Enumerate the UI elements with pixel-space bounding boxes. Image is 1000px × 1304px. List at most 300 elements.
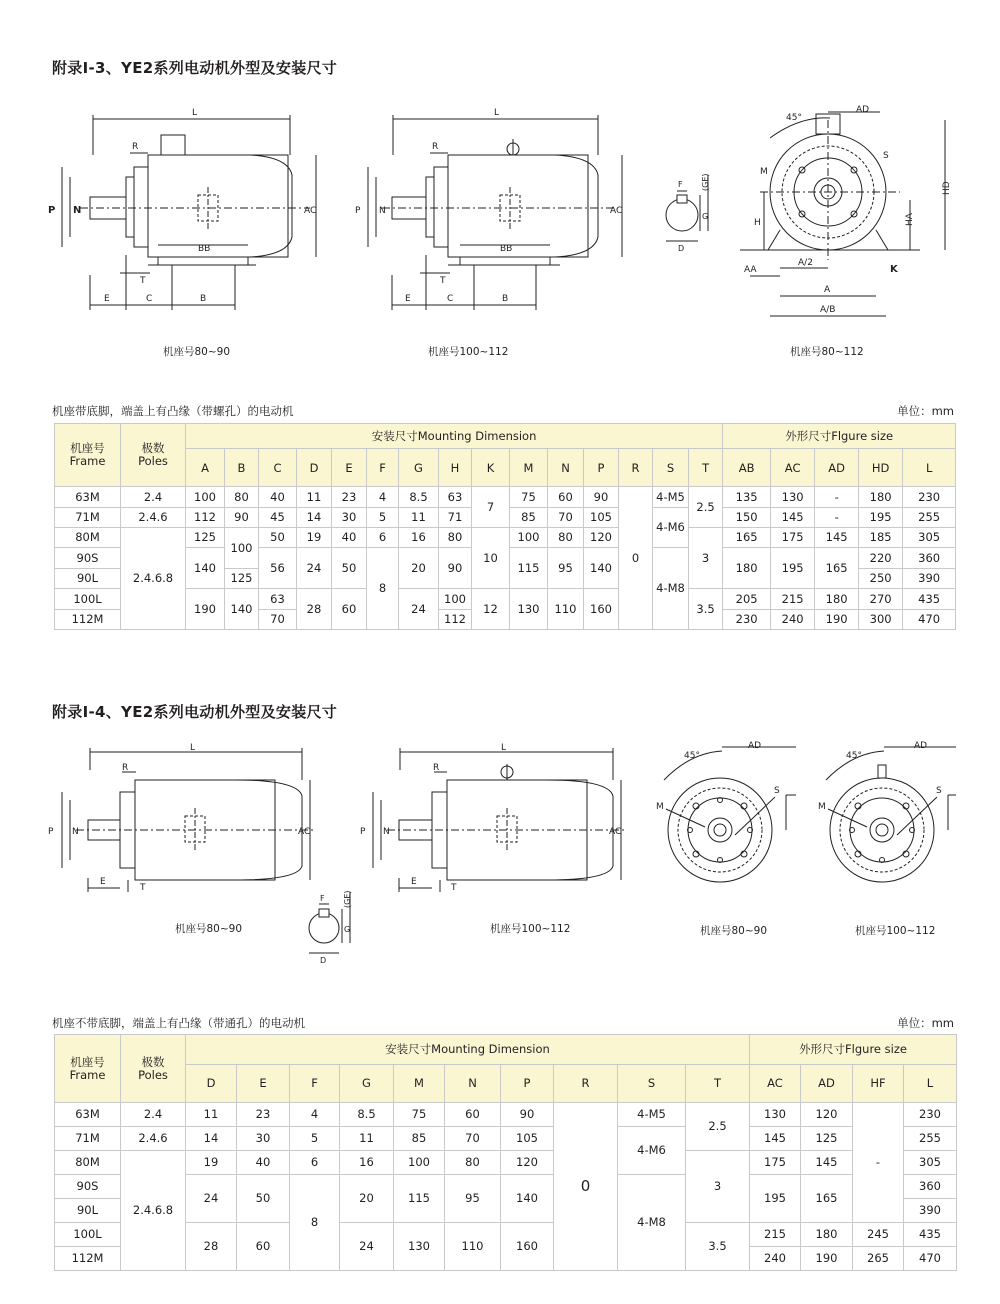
table-cell: 110	[445, 1223, 501, 1271]
dim-L-label: L	[494, 108, 500, 118]
table-cell: 105	[501, 1127, 554, 1151]
table-cell: 195	[859, 507, 903, 527]
table-cell: 100	[439, 589, 472, 609]
table-cell: 125	[801, 1127, 853, 1151]
col-header: K	[472, 449, 510, 487]
table-cell: 435	[904, 1223, 957, 1247]
table-cell: 115	[510, 548, 548, 589]
dim-D-label: D	[320, 956, 327, 965]
table-cell: 435	[903, 589, 956, 609]
table-cell: 165	[815, 548, 859, 589]
table-cell: 20	[399, 548, 439, 589]
dim-R-label: R	[433, 763, 440, 773]
col-header: F	[367, 449, 399, 487]
table-cell: 140	[225, 589, 259, 630]
table-cell: 3	[689, 527, 723, 588]
table-cell: 145	[815, 527, 859, 547]
col-header: B	[225, 449, 259, 487]
table-cell: 2.4	[121, 1103, 186, 1127]
col-header: M	[394, 1065, 445, 1103]
caption-drawing-9: 机座号100~112	[855, 925, 936, 937]
table-cell: 190	[801, 1247, 853, 1271]
header-poles: 极数 Poles	[121, 424, 186, 487]
table-cell: 80	[445, 1151, 501, 1175]
dim-N-label: N	[383, 827, 390, 837]
table-cell: 90	[584, 487, 619, 507]
table-cell: -	[853, 1103, 904, 1223]
table-cell: 80M	[55, 1151, 121, 1175]
col-header: T	[686, 1065, 750, 1103]
table-cell: 4	[290, 1103, 340, 1127]
dim-E-label: E	[405, 294, 411, 304]
table-cell: 80M	[55, 527, 121, 547]
table-cell: 10	[472, 527, 510, 588]
table-cell: 50	[332, 548, 367, 589]
table-cell: 100	[186, 487, 225, 507]
dim-AD-label: AD	[748, 741, 762, 751]
dim-HA-label: HA	[905, 213, 915, 226]
dim-A-label: A	[824, 285, 831, 295]
col-header: N	[548, 449, 584, 487]
dim-G-label: G	[702, 212, 709, 221]
table-cell: 60	[445, 1103, 501, 1127]
col-header: S	[618, 1065, 686, 1103]
col-header: E	[332, 449, 367, 487]
dim-AC-label: AC	[610, 206, 623, 216]
table-cell: 150	[723, 507, 771, 527]
table-cell: 140	[186, 548, 225, 589]
table-cell: 20	[340, 1175, 394, 1223]
table-cell: 100	[225, 527, 259, 568]
table-cell: 2.5	[689, 487, 723, 528]
table-cell: 40	[259, 487, 297, 507]
table1-note: 机座带底脚，端盖上有凸缘（带螺孔）的电动机	[52, 404, 294, 418]
side-view-drawing-flange-100-112	[355, 740, 635, 900]
table-cell: 24	[186, 1175, 237, 1223]
table-cell: 60	[548, 487, 584, 507]
table-cell: 360	[903, 548, 956, 568]
table-cell: 130	[750, 1103, 801, 1127]
table-cell: 120	[501, 1151, 554, 1175]
table-cell: 4-M5	[618, 1103, 686, 1127]
table-cell: 220	[859, 548, 903, 568]
table-cell: 24	[340, 1223, 394, 1271]
table-cell: 80	[548, 527, 584, 547]
dim-L-label: L	[501, 743, 507, 753]
table-cell: 2.4.6	[121, 507, 186, 527]
table-cell: 240	[771, 609, 815, 629]
col-header: AD	[801, 1065, 853, 1103]
table-cell: 80	[225, 487, 259, 507]
table-cell: 165	[723, 527, 771, 547]
table-cell: 180	[723, 548, 771, 589]
table-cell: 60	[332, 589, 367, 630]
table-cell: 250	[859, 568, 903, 588]
table-cell: 60	[237, 1223, 290, 1271]
col-header: HD	[859, 449, 903, 487]
table-cell: 30	[237, 1127, 290, 1151]
table-cell: 180	[859, 487, 903, 507]
table-cell: 230	[723, 609, 771, 629]
table-cell: 2.4.6	[121, 1127, 186, 1151]
table2-note: 机座不带底脚，端盖上有凸缘（带通孔）的电动机	[52, 1016, 305, 1030]
dim-K-label: K	[890, 264, 898, 275]
table-cell: 24	[399, 589, 439, 630]
dim-C-label: C	[146, 294, 153, 304]
table-cell: 185	[859, 527, 903, 547]
dimension-table-2	[54, 1034, 957, 1271]
col-header: T	[689, 449, 723, 487]
header-frame: 机座号 Frame	[55, 424, 121, 487]
table-cell: 190	[186, 589, 225, 630]
dim-AC-label: AC	[298, 827, 311, 837]
table-cell: 145	[750, 1127, 801, 1151]
dim-F-label: F	[320, 894, 325, 903]
dim-A2-label: A/2	[798, 258, 813, 268]
dim-GE-label: (GE)	[701, 173, 710, 191]
caption-drawing-8: 机座号80~90	[700, 925, 768, 937]
section1-heading: 附录I-3、YE2系列电动机外型及安装尺寸	[52, 59, 338, 77]
dim-M-label: M	[818, 802, 826, 812]
table-cell: 11	[399, 507, 439, 527]
col-header: E	[237, 1065, 290, 1103]
col-header: R	[554, 1065, 618, 1103]
table-cell: 0	[554, 1103, 618, 1271]
dim-M-label: M	[760, 167, 768, 177]
table-cell: 63	[259, 589, 297, 609]
col-header: G	[399, 449, 439, 487]
dim-BB-label: BB	[500, 244, 513, 254]
table-cell: 190	[815, 609, 859, 629]
table-cell: 95	[548, 548, 584, 589]
table-cell: 16	[399, 527, 439, 547]
dim-P-label: P	[360, 827, 366, 837]
table-cell: 140	[584, 548, 619, 589]
dim-AA-label: AA	[744, 265, 757, 275]
caption-drawing-2: 机座号100~112	[428, 346, 509, 358]
col-header: A	[186, 449, 225, 487]
dim-45-label: 45°	[846, 751, 862, 761]
table-cell: 125	[225, 568, 259, 588]
caption-drawing-5: 机座号80~90	[175, 923, 243, 935]
header-frame: 机座号 Frame	[55, 1035, 121, 1103]
col-header: AD	[815, 449, 859, 487]
table-cell: 6	[290, 1151, 340, 1175]
table-cell: 90L	[55, 568, 121, 588]
table-cell: 75	[394, 1103, 445, 1127]
dim-AC-label: AC	[609, 827, 622, 837]
table-cell: 130	[394, 1223, 445, 1271]
dim-T-label: T	[140, 883, 146, 893]
table-cell: 215	[771, 589, 815, 609]
table-cell: 3	[686, 1151, 750, 1223]
table-cell: 11	[186, 1103, 237, 1127]
table-cell: 360	[904, 1175, 957, 1199]
table-cell: 90L	[55, 1199, 121, 1223]
table-cell: 390	[903, 568, 956, 588]
table-cell: 160	[584, 589, 619, 630]
table-cell: 16	[340, 1151, 394, 1175]
table-cell: 11	[297, 487, 332, 507]
table-cell: 240	[750, 1247, 801, 1271]
table-cell: 112	[439, 609, 472, 629]
table-cell: 63M	[55, 487, 121, 507]
table-cell: 90S	[55, 548, 121, 568]
table-cell: 100	[510, 527, 548, 547]
table-cell: 8.5	[399, 487, 439, 507]
table-cell: 112M	[55, 1247, 121, 1271]
dim-T-label: T	[440, 276, 446, 286]
dim-L-label: L	[190, 743, 196, 753]
table-cell: 125	[186, 527, 225, 547]
table-cell: 112M	[55, 609, 121, 629]
table-cell: 230	[904, 1103, 957, 1127]
section2-heading: 附录I-4、YE2系列电动机外型及安装尺寸	[52, 703, 338, 721]
table-cell: 205	[723, 589, 771, 609]
table-cell: 8.5	[340, 1103, 394, 1127]
table-cell: 70	[548, 507, 584, 527]
col-header: AC	[771, 449, 815, 487]
table-cell: 4	[367, 487, 399, 507]
col-header: R	[619, 449, 653, 487]
dim-BB-label: BB	[198, 244, 211, 254]
dim-HD-label: HD	[942, 181, 952, 195]
table-cell: 3.5	[689, 589, 723, 630]
table-cell: 90S	[55, 1175, 121, 1199]
table-cell: 180	[801, 1223, 853, 1247]
table-cell: 100L	[55, 1223, 121, 1247]
table-cell: 90	[225, 507, 259, 527]
dim-B-label: B	[200, 294, 207, 304]
table-cell: 11	[340, 1127, 394, 1151]
dim-R-label: R	[132, 142, 139, 152]
header-poles: 极数 Poles	[121, 1035, 186, 1103]
table-cell: 470	[904, 1247, 957, 1271]
table-cell: 4-M6	[618, 1127, 686, 1175]
table-cell: 0	[619, 487, 653, 630]
table-cell: 130	[771, 487, 815, 507]
dim-T-label: T	[140, 276, 146, 286]
dim-E-label: E	[100, 877, 106, 887]
header-mounting-dimension: 安装尺寸Mounting Dimension	[186, 424, 723, 449]
dim-P-label: P	[355, 206, 361, 216]
col-header: D	[186, 1065, 237, 1103]
table-cell: 5	[290, 1127, 340, 1151]
table-cell: 3.5	[686, 1223, 750, 1271]
dim-N-label: N	[73, 205, 82, 216]
table-cell: 40	[332, 527, 367, 547]
dim-R-label: R	[122, 763, 129, 773]
table-cell: 135	[723, 487, 771, 507]
header-figure-size: 外形尺寸Flgure size	[750, 1035, 957, 1065]
dim-L-label: L	[192, 108, 198, 118]
dim-T-label: T	[451, 883, 457, 893]
col-header: D	[297, 449, 332, 487]
table-cell: 12	[472, 589, 510, 630]
table-cell: 71M	[55, 507, 121, 527]
table-cell: 120	[584, 527, 619, 547]
table-cell: 2.4.6.8	[121, 1151, 186, 1271]
table-cell: 75	[510, 487, 548, 507]
table-cell: 19	[186, 1151, 237, 1175]
table-cell: 8	[367, 548, 399, 630]
table-cell: 24	[297, 548, 332, 589]
table-cell: 255	[904, 1127, 957, 1151]
table-cell: 71	[439, 507, 472, 527]
dim-B-label: B	[502, 294, 509, 304]
table-cell: 305	[903, 527, 956, 547]
table-cell: 165	[801, 1175, 853, 1223]
header-mounting-dimension: 安装尺寸Mounting Dimension	[186, 1035, 750, 1065]
dim-G-label: G	[344, 925, 351, 934]
table-cell: 28	[297, 589, 332, 630]
table-cell: 4-M8	[618, 1175, 686, 1271]
table-cell: 2.5	[686, 1103, 750, 1151]
dim-45-label: 45°	[786, 113, 802, 123]
dim-AC-label: AC	[304, 206, 317, 216]
dim-N-label: N	[72, 827, 79, 837]
table-cell: 80	[439, 527, 472, 547]
col-header: L	[904, 1065, 957, 1103]
header-figure-size: 外形尺寸Flgure size	[723, 424, 956, 449]
dim-AD-label: AD	[914, 741, 928, 751]
table-cell: 85	[510, 507, 548, 527]
table-cell: 85	[394, 1127, 445, 1151]
table-cell: 300	[859, 609, 903, 629]
table-cell: 215	[750, 1223, 801, 1247]
table-cell: 470	[903, 609, 956, 629]
table-cell: 115	[394, 1175, 445, 1223]
side-view-drawing-foot-80-90	[40, 105, 340, 315]
table-cell: 120	[801, 1103, 853, 1127]
dim-E-label: E	[104, 294, 110, 304]
table-cell: 14	[297, 507, 332, 527]
table-cell: 14	[186, 1127, 237, 1151]
table-cell: 90	[501, 1103, 554, 1127]
table-cell: 40	[237, 1151, 290, 1175]
table-cell: 4-M6	[653, 507, 689, 548]
col-header: L	[903, 449, 956, 487]
table-cell: 110	[548, 589, 584, 630]
table-cell: 50	[259, 527, 297, 547]
table-cell: 19	[297, 527, 332, 547]
caption-drawing-6: 机座号100~112	[490, 923, 571, 935]
table-cell: 305	[904, 1151, 957, 1175]
table-cell: 23	[332, 487, 367, 507]
front-view-drawing-flange-80-90	[650, 735, 810, 905]
col-header: N	[445, 1065, 501, 1103]
table-cell: 4-M5	[653, 487, 689, 507]
col-header: P	[501, 1065, 554, 1103]
table-cell: 175	[771, 527, 815, 547]
front-view-drawing-flange-100-112	[810, 735, 970, 905]
table-cell: 390	[904, 1199, 957, 1223]
table-cell: 90	[439, 548, 472, 589]
dim-GE-label: (GE)	[343, 890, 352, 908]
table-cell: 160	[501, 1223, 554, 1271]
table2-unit: 单位：mm	[897, 1016, 954, 1030]
table-cell: 63M	[55, 1103, 121, 1127]
col-header: P	[584, 449, 619, 487]
table-cell: 140	[501, 1175, 554, 1223]
table-cell: 23	[237, 1103, 290, 1127]
dim-S-label: S	[936, 786, 942, 796]
table-cell: 2.4.6.8	[121, 527, 186, 629]
table-cell: 7	[472, 487, 510, 528]
dim-45-label: 45°	[684, 751, 700, 761]
table-cell: 2.4	[121, 487, 186, 507]
table-cell: 180	[815, 589, 859, 609]
table-cell: 28	[186, 1223, 237, 1271]
col-header: HF	[853, 1065, 904, 1103]
table-cell: 145	[801, 1151, 853, 1175]
table-cell: 195	[750, 1175, 801, 1223]
table-cell: 70	[445, 1127, 501, 1151]
dim-AD-label: AD	[856, 105, 870, 115]
table-cell: 230	[903, 487, 956, 507]
table-cell: 100L	[55, 589, 121, 609]
col-header: AB	[723, 449, 771, 487]
table-cell: 45	[259, 507, 297, 527]
col-header: H	[439, 449, 472, 487]
dim-E-label: E	[411, 877, 417, 887]
shaft-section-drawing	[660, 165, 720, 255]
dim-S-label: S	[883, 151, 889, 161]
dimension-table-1	[54, 423, 956, 630]
table-cell: 245	[853, 1223, 904, 1247]
front-view-drawing-foot	[740, 100, 960, 325]
table-cell: 63	[439, 487, 472, 507]
dim-N-label: N	[379, 206, 386, 216]
dim-H-label: H	[754, 218, 761, 228]
table-cell: 145	[771, 507, 815, 527]
dim-C-label: C	[447, 294, 454, 304]
table-cell: 265	[853, 1247, 904, 1271]
table-cell: 71M	[55, 1127, 121, 1151]
dim-AB-label: A/B	[820, 305, 836, 315]
side-view-drawing-foot-100-112	[350, 105, 650, 315]
table-cell: 4-M8	[653, 548, 689, 630]
dim-S-label: S	[774, 786, 780, 796]
table-cell: 100	[394, 1151, 445, 1175]
col-header: AC	[750, 1065, 801, 1103]
side-view-drawing-flange-80-90	[40, 740, 320, 900]
table-cell: 130	[510, 589, 548, 630]
table-cell: 195	[771, 548, 815, 589]
col-header: M	[510, 449, 548, 487]
table1-unit: 单位：mm	[897, 404, 954, 418]
table-cell: 175	[750, 1151, 801, 1175]
col-header: C	[259, 449, 297, 487]
shaft-section-drawing-2	[300, 888, 360, 968]
dim-R-label: R	[432, 142, 439, 152]
dim-M-label: M	[656, 802, 664, 812]
table-cell: -	[815, 487, 859, 507]
dim-D-label: D	[678, 244, 685, 253]
table-cell: 5	[367, 507, 399, 527]
table-cell: 70	[259, 609, 297, 629]
table-cell: 270	[859, 589, 903, 609]
table-cell: 8	[290, 1175, 340, 1271]
table-cell: 105	[584, 507, 619, 527]
col-header: F	[290, 1065, 340, 1103]
dim-P-label: P	[48, 827, 54, 837]
table-cell: 56	[259, 548, 297, 589]
table-cell: 50	[237, 1175, 290, 1223]
caption-drawing-1: 机座号80~90	[163, 346, 231, 358]
col-header: G	[340, 1065, 394, 1103]
table-cell: 95	[445, 1175, 501, 1223]
